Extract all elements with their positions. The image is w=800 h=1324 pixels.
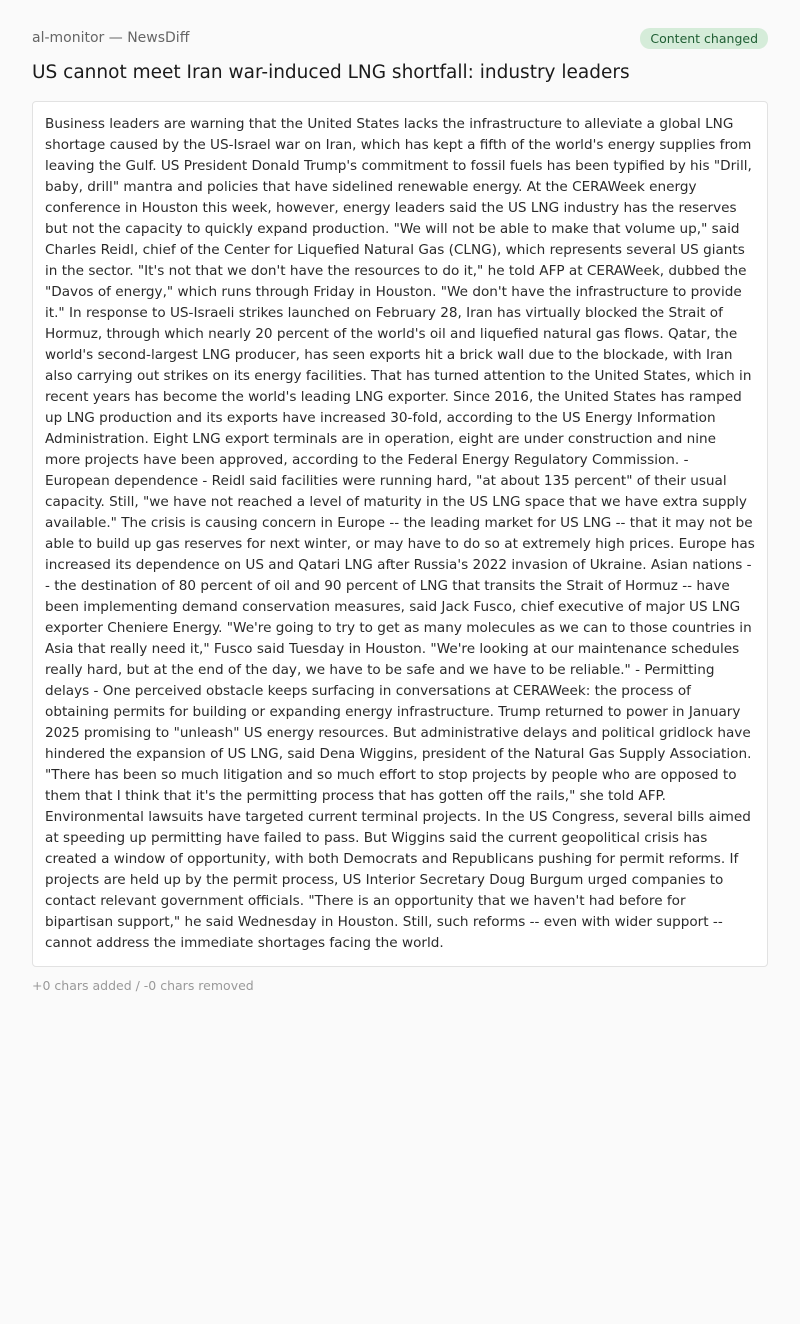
source-label: al-monitor — NewsDiff	[32, 30, 190, 46]
article-body: Business leaders are warning that the United States lacks the infrastructure to alleviate a global LNG shortage caused by the US-Israel war on Iran, which has kept a fifth of the world's energy supplies from leaving the Gulf. US President Donald Trump's commitment to fossil fuels has been typified by his "Drill, baby, drill" mantra and policies that have sidelined renewable energy. At the CERAWeek energy conference in Houston this week, however, energy leaders said the US LNG industry has the reserves but not the capacity to quickly expand production. "We will not be able to make that volume up," said Charles Reidl, chief of the Center for Liquefied Natural Gas (CLNG), which represents several US giants in the sector. "It's not that we don't have the resources to do it," he told AFP at CERAWeek, dubbed the "Davos of energy," which runs through Friday in Houston. "We don't have the infrastructure to provide it." In response to US-Israeli strikes launched on February 28, Iran has virtually blocked the Strait of Hormuz, through which nearly 20 percent of the world's oil and liquefied natural gas flows. Qatar, the world's second-largest LNG producer, has seen exports hit a brick wall due to the blockade, with Iran also carrying out strikes on its energy facilities. That has turned attention to the United States, which in recent years has become the world's leading LNG exporter. Since 2016, the United States has ramped up LNG production and its exports have increased 30-fold, according to the US Energy Information Administration. Eight LNG export terminals are in operation, eight are under construction and nine more projects have been approved, according to the Federal Energy Regulatory Commission. - European dependence - Reidl said facilities were running hard, "at about 135 percent" of their usual capacity. Still, "we have not reached a level of maturity in the US LNG space that we have extra supply available." The crisis is causing concern in Europe -- the leading market for US LNG -- that it may not be able to build up gas reserves for next winter, or may have to do so at extremely high prices. Europe has increased its dependence on US and Qatari LNG after Russia's 2022 invasion of Ukraine. Asian nations -- the destination of 80 percent of oil and 90 percent of LNG that transits the Strait of Hormuz -- have been implementing demand conservation measures, said Jack Fusco, chief executive of major US LNG exporter Cheniere Energy. "We're going to try to get as many molecules as we can to those countries in Asia that really need it," Fusco said Tuesday in Houston. "We're looking at our maintenance schedules really hard, but at the end of the day, we have to be safe and we have to be reliable." - Permitting delays - One perceived obstacle keeps surfacing in conversations at CERAWeek: the process of obtaining permits for building or expanding energy infrastructure. Trump returned to power in January 2025 promising to "unleash" US energy resources. But administrative delays and political gridlock have hindered the expansion of US LNG, said Dena Wiggins, president of the Natural Gas Supply Association. "There has been so much litigation and so much effort to stop projects by people who are opposed to them that I think that it's the permitting process that has gotten off the rails," she told AFP. Environmental lawsuits have targeted current terminal projects. In the US Congress, several bills aimed at speeding up permitting have failed to pass. But Wiggins said the current geopolitical crisis has created a window of opportunity, with both Democrats and Republicans pushing for permit reforms. If projects are held up by the permit process, US Interior Secretary Doug Burgum urged companies to contact relevant government officials. "There is an opportunity that we haven't had before for bipartisan support," he said Wednesday in Houston. Still, such reforms -- even with wider support -- cannot address the immediate shortages facing the world.	[45, 116, 755, 951]
top-bar	[32, 28, 768, 48]
diff-summary: +0 chars added / -0 chars removed	[32, 978, 254, 993]
article-title: US cannot meet Iran war-induced LNG shortfall: industry leaders	[32, 62, 630, 83]
article-content-box	[32, 101, 768, 967]
status-badge: Content changed	[640, 28, 768, 49]
